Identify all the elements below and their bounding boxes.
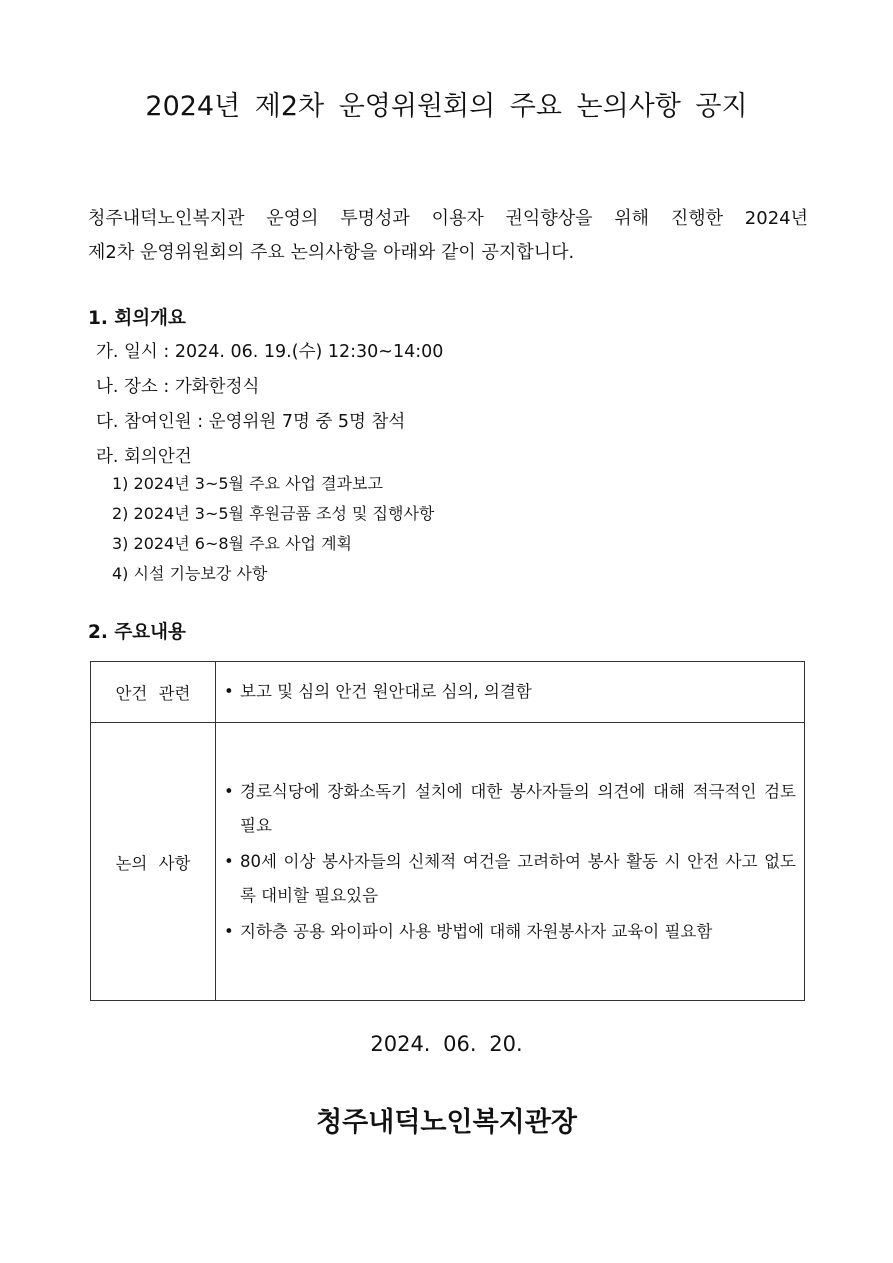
bullet-text: 80세 이상 봉사자들의 신체적 여건을 고려하여 봉사 활동 시 안전 사고 없도록 대비할 필요있음: [240, 851, 796, 905]
bullet-text: 경로식당에 장화소독기 설치에 대한 봉사자들의 의견에 대해 적극적인 검토 필요: [240, 781, 796, 835]
overview-agenda-label: 라. 회의안건: [96, 447, 192, 467]
bullet-item: [224, 915, 796, 949]
bullet-dot: •: [224, 781, 234, 801]
agenda-item: 4) 시설 기능보강 사항: [112, 564, 268, 583]
bullet-item: [224, 675, 796, 709]
intro-line-2: 제2차 운영위원회의 주요 논의사항을 아래와 같이 공지합니다.: [88, 242, 575, 263]
bullet-text: 지하층 공용 와이파이 사용 방법에 대해 자원봉사자 교육이 필요함: [240, 921, 713, 941]
signature-organization: 청주내덕노인복지관장: [316, 1107, 577, 1138]
overview-attendance: 다. 참여인원 : 운영위원 7명 중 5명 참석: [96, 412, 406, 432]
meeting-overview-list: [96, 340, 443, 480]
bullet-text: 보고 및 심의 안건 원안대로 심의, 의결함: [240, 682, 532, 701]
row-key: 논의 사항: [91, 723, 216, 1001]
table-row: [91, 662, 805, 723]
bullet-dot: •: [224, 682, 234, 701]
row-key: 안건 관련: [91, 662, 216, 723]
agenda-item: 2) 2024년 3~5월 후원금품 조성 및 집행사항: [112, 504, 435, 523]
overview-datetime: 가. 일시 : 2024. 06. 19.(수) 12:30~14:00: [96, 342, 444, 362]
agenda-item: 1) 2024년 3~5월 주요 사업 결과보고: [112, 474, 383, 493]
document-date: 2024. 06. 20.: [370, 1032, 523, 1056]
overview-location: 나. 장소 : 가화한정식: [96, 377, 260, 397]
table-row: [91, 723, 805, 1001]
row-value: [216, 723, 805, 1001]
bullet-dot: •: [224, 851, 234, 871]
bullet-item: [224, 845, 796, 913]
bullet-item: [224, 775, 796, 843]
section-1-heading: 1. 회의개요: [88, 308, 186, 329]
document-title: 2024년 제2차 운영위원회의 주요 논의사항 공지: [145, 91, 748, 122]
bullet-dot: •: [224, 921, 234, 941]
main-content-table: [90, 661, 805, 1001]
intro-paragraph: [88, 202, 808, 270]
agenda-item: 3) 2024년 6~8월 주요 사업 계획: [112, 534, 352, 553]
row-value: [216, 662, 805, 723]
agenda-list: [112, 474, 434, 594]
section-2-heading: 2. 주요내용: [88, 622, 186, 643]
intro-line-1: 청주내덕노인복지관 운영의 투명성과 이용자 권익향상을 위해 진행한 2024년: [88, 208, 808, 229]
